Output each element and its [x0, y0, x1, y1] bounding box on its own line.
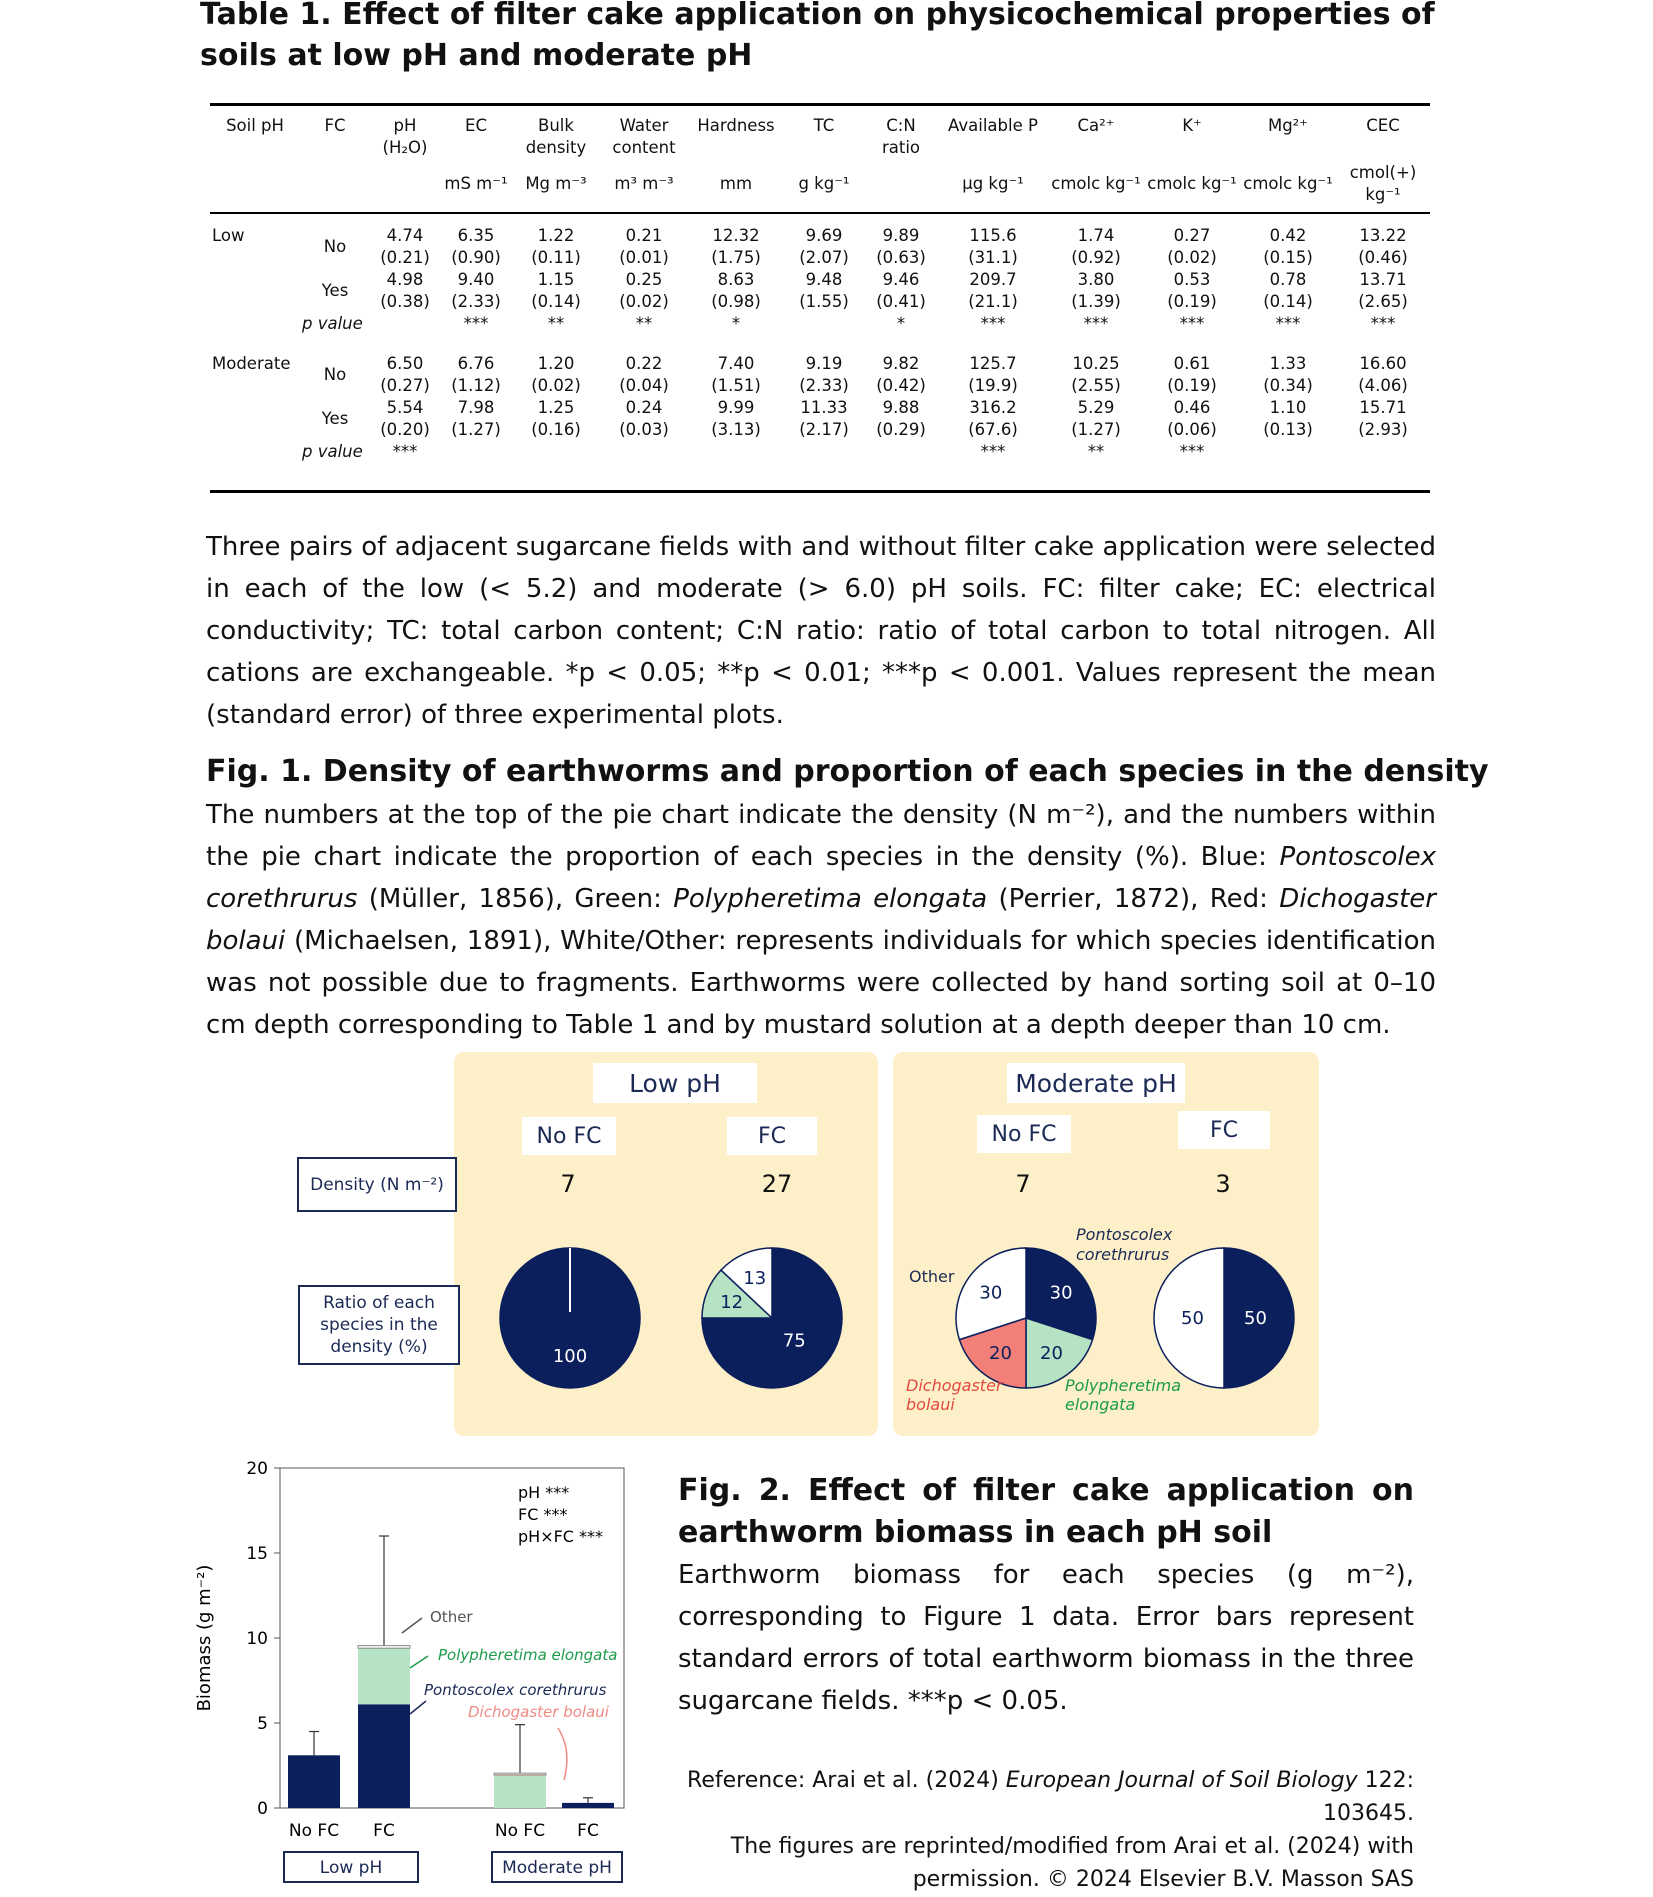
biomass-bar-chart — [180, 1450, 650, 1890]
bar-segment — [358, 1646, 410, 1649]
reference-article: 103645. — [1323, 1801, 1414, 1826]
y-tick-label: 5 — [257, 1714, 268, 1734]
p-value-cell: *** — [980, 314, 1006, 333]
table-cell: 10.25 (2.55) — [1071, 354, 1121, 395]
table-cell: 6.76 (1.12) — [451, 354, 501, 395]
annotation-arrow — [402, 1618, 422, 1633]
column-unit: cmol(+) kg⁻¹ — [1349, 163, 1417, 204]
row-label-density: Density (N m⁻²) — [297, 1157, 457, 1212]
species-label-pontoscolex: Pontoscolex — [1076, 1225, 1173, 1244]
reference-copyright: permission. © 2024 Elsevier B.V. Masson SAS — [912, 1867, 1414, 1892]
annotation-arrow — [558, 1728, 567, 1780]
column-unit: Mg m⁻³ — [525, 174, 587, 193]
fig2-caption: Earthworm biomass for each species (g m⁻²), corresponding to Figure 1 data. Error bars represent standard errors of total earthworm biomass in the three sugarcane fields. ***p < 0.05. — [678, 1560, 1414, 1716]
pie-label: 20 — [1040, 1343, 1063, 1365]
pie-label: 75 — [782, 1330, 806, 1352]
table-cell: 9.40 (2.33) — [451, 270, 501, 311]
table-cell: 1.74 (0.92) — [1071, 226, 1121, 267]
table-cell: 209.7 (21.1) — [968, 270, 1018, 311]
bar-segment — [288, 1755, 340, 1808]
table-cell: 1.25 (0.16) — [531, 398, 581, 439]
annotation-arrow — [410, 1656, 428, 1668]
table-cell: 0.46 (0.06) — [1167, 398, 1217, 439]
panel-title-moderate-ph: Moderate pH — [1007, 1063, 1185, 1103]
p-value-cell: ** — [1087, 442, 1105, 461]
pie-label: 30 — [1049, 1282, 1073, 1304]
row-label-ratio: Ratio of each species in the density (%) — [298, 1285, 460, 1365]
column-unit: g kg⁻¹ — [798, 174, 850, 193]
table-cell: 9.46 (0.41) — [876, 270, 926, 311]
column-header: Mg²⁺ — [1267, 116, 1309, 135]
table-cell: 0.22 (0.04) — [619, 354, 669, 395]
table-cell: 8.63 (0.98) — [711, 270, 761, 311]
table-note: Three pairs of adjacent sugarcane fields with and without filter cake application were selected in each of the low (< 5.2) and moderate (> 6.0) pH soils. FC: filter cake; EC: electrical conductivity; TC: total carbon content; C:N ratio: ratio of total carbon to total nitrogen. All cations are exchangeable. *p < 0.05; **p < 0.01; ***p < 0.001. Values represent the mean (standard error) of three experimental plots. — [206, 532, 1436, 730]
table-cell: 125.7 (19.9) — [968, 354, 1018, 395]
table-cell: 4.98 (0.38) — [380, 270, 430, 311]
table-cell: 115.6 (31.1) — [968, 226, 1018, 267]
species-name: Polypheretima elongata — [673, 884, 988, 914]
table-cell: 316.2 (67.6) — [968, 398, 1018, 439]
p-value-cell: *** — [1083, 314, 1109, 333]
table-cell: 0.42 (0.15) — [1263, 226, 1313, 267]
column-unit: cmolc kg⁻¹ — [1147, 174, 1237, 193]
table-cell: 3.80 (1.39) — [1071, 270, 1121, 311]
table-cell: 9.82 (0.42) — [876, 354, 926, 395]
density-mod-fc: 3 — [1215, 1170, 1231, 1198]
column-header: pH (H₂O) — [382, 116, 428, 157]
species-label-pontoscolex: corethrurus — [1076, 1245, 1170, 1264]
annotation-other: Other — [430, 1608, 473, 1626]
col-label-mod-fc: FC — [1178, 1111, 1270, 1149]
table-cell: 9.69 (2.07) — [799, 226, 849, 267]
p-value-cell: *** — [392, 442, 418, 461]
column-unit: cmolc kg⁻¹ — [1051, 174, 1141, 193]
stats-label: pH *** — [518, 1483, 570, 1502]
table-cell: 0.27 (0.02) — [1167, 226, 1217, 267]
soil-label: Low — [212, 226, 245, 245]
panel-title-low-ph: Low pH — [593, 1063, 757, 1103]
soil-label: Moderate — [212, 354, 291, 373]
reference-volume: 122: — [1357, 1768, 1414, 1793]
p-value-cell: *** — [1370, 314, 1396, 333]
table-cell: 0.24 (0.03) — [619, 398, 669, 439]
annotation-pontoscolex: Pontoscolex corethrurus — [424, 1681, 607, 1699]
p-value-cell: *** — [1179, 442, 1205, 461]
table-cell: 1.10 (0.13) — [1263, 398, 1313, 439]
pie-label: 100 — [552, 1346, 588, 1367]
column-unit: mm — [719, 174, 753, 193]
x-tick-label: No FC — [494, 1821, 546, 1841]
annotation-arrow — [410, 1701, 426, 1714]
density-low-fc: 27 — [761, 1170, 793, 1198]
p-value-cell: ** — [635, 314, 653, 333]
pie-label: 50 — [1181, 1308, 1204, 1329]
p-value-label: p value — [302, 442, 363, 461]
table-cell: 13.22 (0.46) — [1358, 226, 1408, 267]
pie-label: 12 — [720, 1292, 744, 1314]
y-tick-label: 15 — [246, 1544, 268, 1564]
y-tick-label: 10 — [246, 1629, 268, 1649]
species-label-dichogaster: bolaui — [906, 1395, 955, 1414]
table-cell: 4.74 (0.21) — [380, 226, 430, 267]
species-label-other: Other — [909, 1267, 955, 1286]
bar-segment — [494, 1773, 546, 1775]
column-unit: μg kg⁻¹ — [962, 174, 1024, 193]
p-value-label: p value — [302, 314, 363, 333]
table-cell: 9.99 (3.13) — [711, 398, 761, 439]
table-cell: 6.50 (0.27) — [380, 354, 430, 395]
table-cell: 7.40 (1.51) — [711, 354, 761, 395]
table-cell: 1.20 (0.02) — [531, 354, 581, 395]
column-unit: m³ m⁻³ — [614, 174, 674, 193]
fc-label: No — [323, 365, 347, 384]
bar-segment — [562, 1803, 614, 1808]
column-header: CEC — [1366, 116, 1400, 135]
y-tick-label: 0 — [257, 1799, 268, 1819]
col-label-mod-nofc: No FC — [977, 1115, 1071, 1153]
col-label-low-nofc: No FC — [522, 1117, 616, 1155]
table-cell: 0.61 (0.19) — [1167, 354, 1217, 395]
group-label: Low pH — [319, 1858, 383, 1878]
fc-label: Yes — [321, 409, 349, 428]
p-value-cell: *** — [463, 314, 489, 333]
table-cell: 1.22 (0.11) — [531, 226, 581, 267]
species-name: Dichogaster bolaui — [206, 884, 1436, 956]
fig1-title: Fig. 1. Density of earthworms and proportion of each species in the density — [206, 754, 1489, 789]
bar-segment — [494, 1776, 546, 1808]
column-header: Soil pH — [226, 116, 284, 135]
table-cell: 5.54 (0.20) — [380, 398, 430, 439]
bar-segment — [358, 1704, 410, 1808]
stats-label: pH×FC *** — [518, 1527, 604, 1546]
annotation-dichogaster: Dichogaster bolaui — [468, 1703, 609, 1721]
column-header: TC — [813, 116, 835, 135]
reference-text: Reference: Arai et al. (2024) — [687, 1768, 1006, 1793]
fc-label: No — [323, 237, 347, 256]
y-tick-label: 20 — [246, 1459, 268, 1479]
p-value-cell: * — [896, 314, 906, 333]
species-name: Pontoscolex corethrurus — [206, 842, 1436, 914]
column-unit: cmolc kg⁻¹ — [1243, 174, 1333, 193]
table-cell: 9.89 (0.63) — [876, 226, 926, 267]
fc-label: Yes — [321, 281, 349, 300]
table-cell: 6.35 (0.90) — [451, 226, 501, 267]
table-cell: 0.21 (0.01) — [619, 226, 669, 267]
p-value-cell: *** — [1275, 314, 1301, 333]
table-cell: 7.98 (1.27) — [451, 398, 501, 439]
species-label-dichogaster: Dichogaster — [906, 1376, 1003, 1395]
column-header: Available P — [948, 116, 1038, 135]
p-value-cell: *** — [980, 442, 1006, 461]
p-value-cell: *** — [1179, 314, 1205, 333]
column-header: Bulk density — [525, 116, 587, 157]
reference — [620, 1764, 1414, 1896]
table-cell: 1.33 (0.34) — [1263, 354, 1313, 395]
pie-label: 20 — [989, 1343, 1012, 1365]
table-cell: 0.78 (0.14) — [1263, 270, 1313, 311]
table-cell: 15.71 (2.93) — [1358, 398, 1408, 439]
p-value-cell: ** — [547, 314, 565, 333]
p-value-cell: * — [731, 314, 741, 333]
annotation-polypheretima: Polypheretima elongata — [438, 1646, 618, 1664]
fig1-caption: The numbers at the top of the pie chart indicate the density (N m⁻²), and the numbers within the pie chart indicate the proportion of each species in the density (%). Blue: Pontoscolex corethrurus (Müller, 1856), Green: Polypheretima elongata (Perrier, 1872), Red: Dichogaster bolaui (Michaelsen, 1891), White/Other: represents individuals for which species identification was not possible due to fragments. Earthworms were collected by hand sorting soil at 0–10 cm depth corresponding to Table 1 and by mustard solution at a depth deeper than 10 cm. — [206, 800, 1436, 1040]
group-label: Moderate pH — [502, 1858, 612, 1878]
stats-label: FC *** — [518, 1505, 568, 1524]
table-cell: 16.60 (4.06) — [1358, 354, 1408, 395]
col-label-low-fc: FC — [727, 1117, 817, 1155]
table-cell: 9.48 (1.55) — [799, 270, 849, 311]
species-label-polypheretima: elongata — [1065, 1395, 1136, 1414]
density-low-nofc: 7 — [560, 1170, 576, 1198]
column-header: C:N ratio — [881, 116, 921, 157]
table-title: Table 1. Effect of filter cake application on physicochemical properties of soils at low pH and moderate pH — [200, 0, 1435, 73]
column-header: Hardness — [697, 116, 775, 135]
table-cell: 11.33 (2.17) — [799, 398, 849, 439]
table-cell: 9.19 (2.33) — [799, 354, 849, 395]
table-cell: 0.25 (0.02) — [619, 270, 669, 311]
table-cell: 1.15 (0.14) — [531, 270, 581, 311]
pie-label: 13 — [743, 1268, 767, 1290]
reference-permission: The figures are reprinted/modified from Arai et al. (2024) with — [730, 1834, 1414, 1859]
x-tick-label: No FC — [288, 1821, 340, 1841]
column-header: EC — [465, 116, 487, 135]
y-axis-label: Biomass (g m⁻²) — [194, 1564, 215, 1712]
table-cell: 5.29 (1.27) — [1071, 398, 1121, 439]
column-header: K⁺ — [1182, 116, 1202, 135]
pie-label: 50 — [1244, 1308, 1267, 1329]
table-cell: 12.32 (1.75) — [711, 226, 761, 267]
x-tick-label: FC — [373, 1821, 395, 1841]
species-label-polypheretima: Polypheretima — [1065, 1376, 1182, 1395]
reference-journal: European Journal of Soil Biology — [1005, 1768, 1358, 1793]
column-unit: mS m⁻¹ — [444, 174, 508, 193]
column-header: FC — [324, 116, 346, 135]
table-cell: 13.71 (2.65) — [1358, 270, 1408, 311]
table-cell: 9.88 (0.29) — [876, 398, 926, 439]
column-header: Water content — [612, 116, 676, 157]
density-mod-nofc: 7 — [1015, 1170, 1031, 1198]
bar-segment — [358, 1648, 410, 1704]
x-tick-label: FC — [577, 1821, 599, 1841]
table-cell: 0.53 (0.19) — [1167, 270, 1217, 311]
fig2-title: Fig. 2. Effect of filter cake application on earthworm biomass in each pH soil — [678, 1473, 1414, 1550]
column-header: Ca²⁺ — [1077, 116, 1115, 135]
pie-label: 30 — [979, 1282, 1003, 1304]
